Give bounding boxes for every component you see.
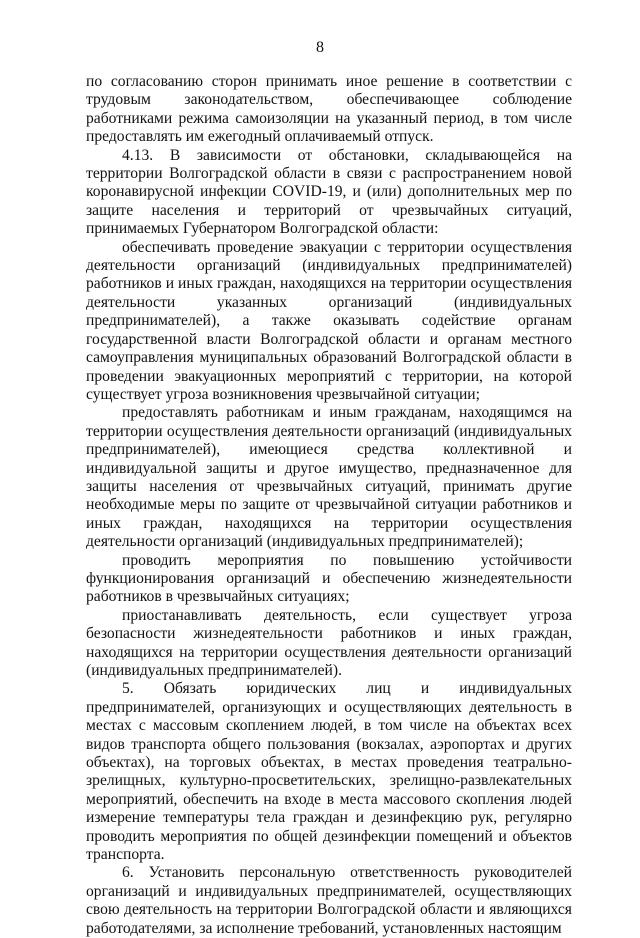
- subclause-protection-means: предоставлять работникам и иным гражданам, находящимся на территории осуществления деятельности организаций (индивидуальных предпринимателей), имеющиеся средства коллективной и индивидуальной защиты и другое имущество, предназначенное для защиты населения от чрезвычайных ситуаций, принимать другие необходимые меры по защите от чрезвычайной ситуации работников и иных граждан, находящихся на территории осуществления деятельности организаций (индивидуальных предпринимателей);: [86, 404, 572, 551]
- subclause-suspend-activity: приостанавливать деятельность, если существует угроза безопасности жизнедеятельности работников и иных граждан, находящихся на территории осуществления деятельности организаций (индивидуальных предпринимателей).: [86, 606, 572, 679]
- subclause-stability-measures: проводить мероприятия по повышению устойчивости функционирования организаций и обеспечению жизнедеятельности работников в чрезвычайных ситуациях;: [86, 551, 572, 606]
- subclause-evacuation: обеспечивать проведение эвакуации с территории осуществления деятельности организаций (индивидуальных предпринимателей) работников и иных граждан, находящихся на территории осуществления деятельности указанных организаций (индивидуальных предпринимателей), а также оказывать содействие органам государственной власти Волгоградской области и органам местного самоуправления муниципальных образований Волгоградской области в проведении эвакуационных мероприятий с территории, на которой существует угроза возникновения чрезвычайной ситуации;: [86, 238, 572, 403]
- clause-5: 5. Обязать юридических лиц и индивидуальных предпринимателей, организующих и осуществляющих деятельность в местах с массовым скоплением людей, в том числе на объектах всех видов транспорта общего пользования (вокзалах, аэропортах и других объектах), на торговых объектах, в местах проведения театрально-зрелищных, культурно-просветительских, зрелищно-развлекательных мероприятий, обеспечить на входе в места массового скопления людей измерение температуры тела граждан и дезинфекцию рук, регулярно проводить мероприятия по общей дезинфекции помещений и объектов транспорта.: [86, 680, 572, 864]
- page-number: 8: [316, 39, 324, 56]
- clause-4-13: 4.13. В зависимости от обстановки, складывающейся на территории Волгоградской области в связи с распространением новой коронавирусной инфекции COVID-19, и (или) дополнительных мер по защите населения и территорий от чрезвычайных ситуаций, принимаемых Губернатором Волгоградской области:: [86, 146, 572, 238]
- clause-6: 6. Установить персональную ответственность руководителей организаций и индивидуальных предпринимателей, осуществляющих свою деятельность на территории Волгоградской области и являющихся работодателями, за исполнение требований, установленных настоящим: [86, 864, 572, 937]
- document-body: [86, 73, 572, 938]
- paragraph-continuation: по согласованию сторон принимать иное решение в соответствии с трудовым законодательством, обеспечивающее соблюдение работниками режима самоизоляции на указанный период, в том числе предоставлять им ежегодный оплачиваемый отпуск.: [86, 73, 572, 146]
